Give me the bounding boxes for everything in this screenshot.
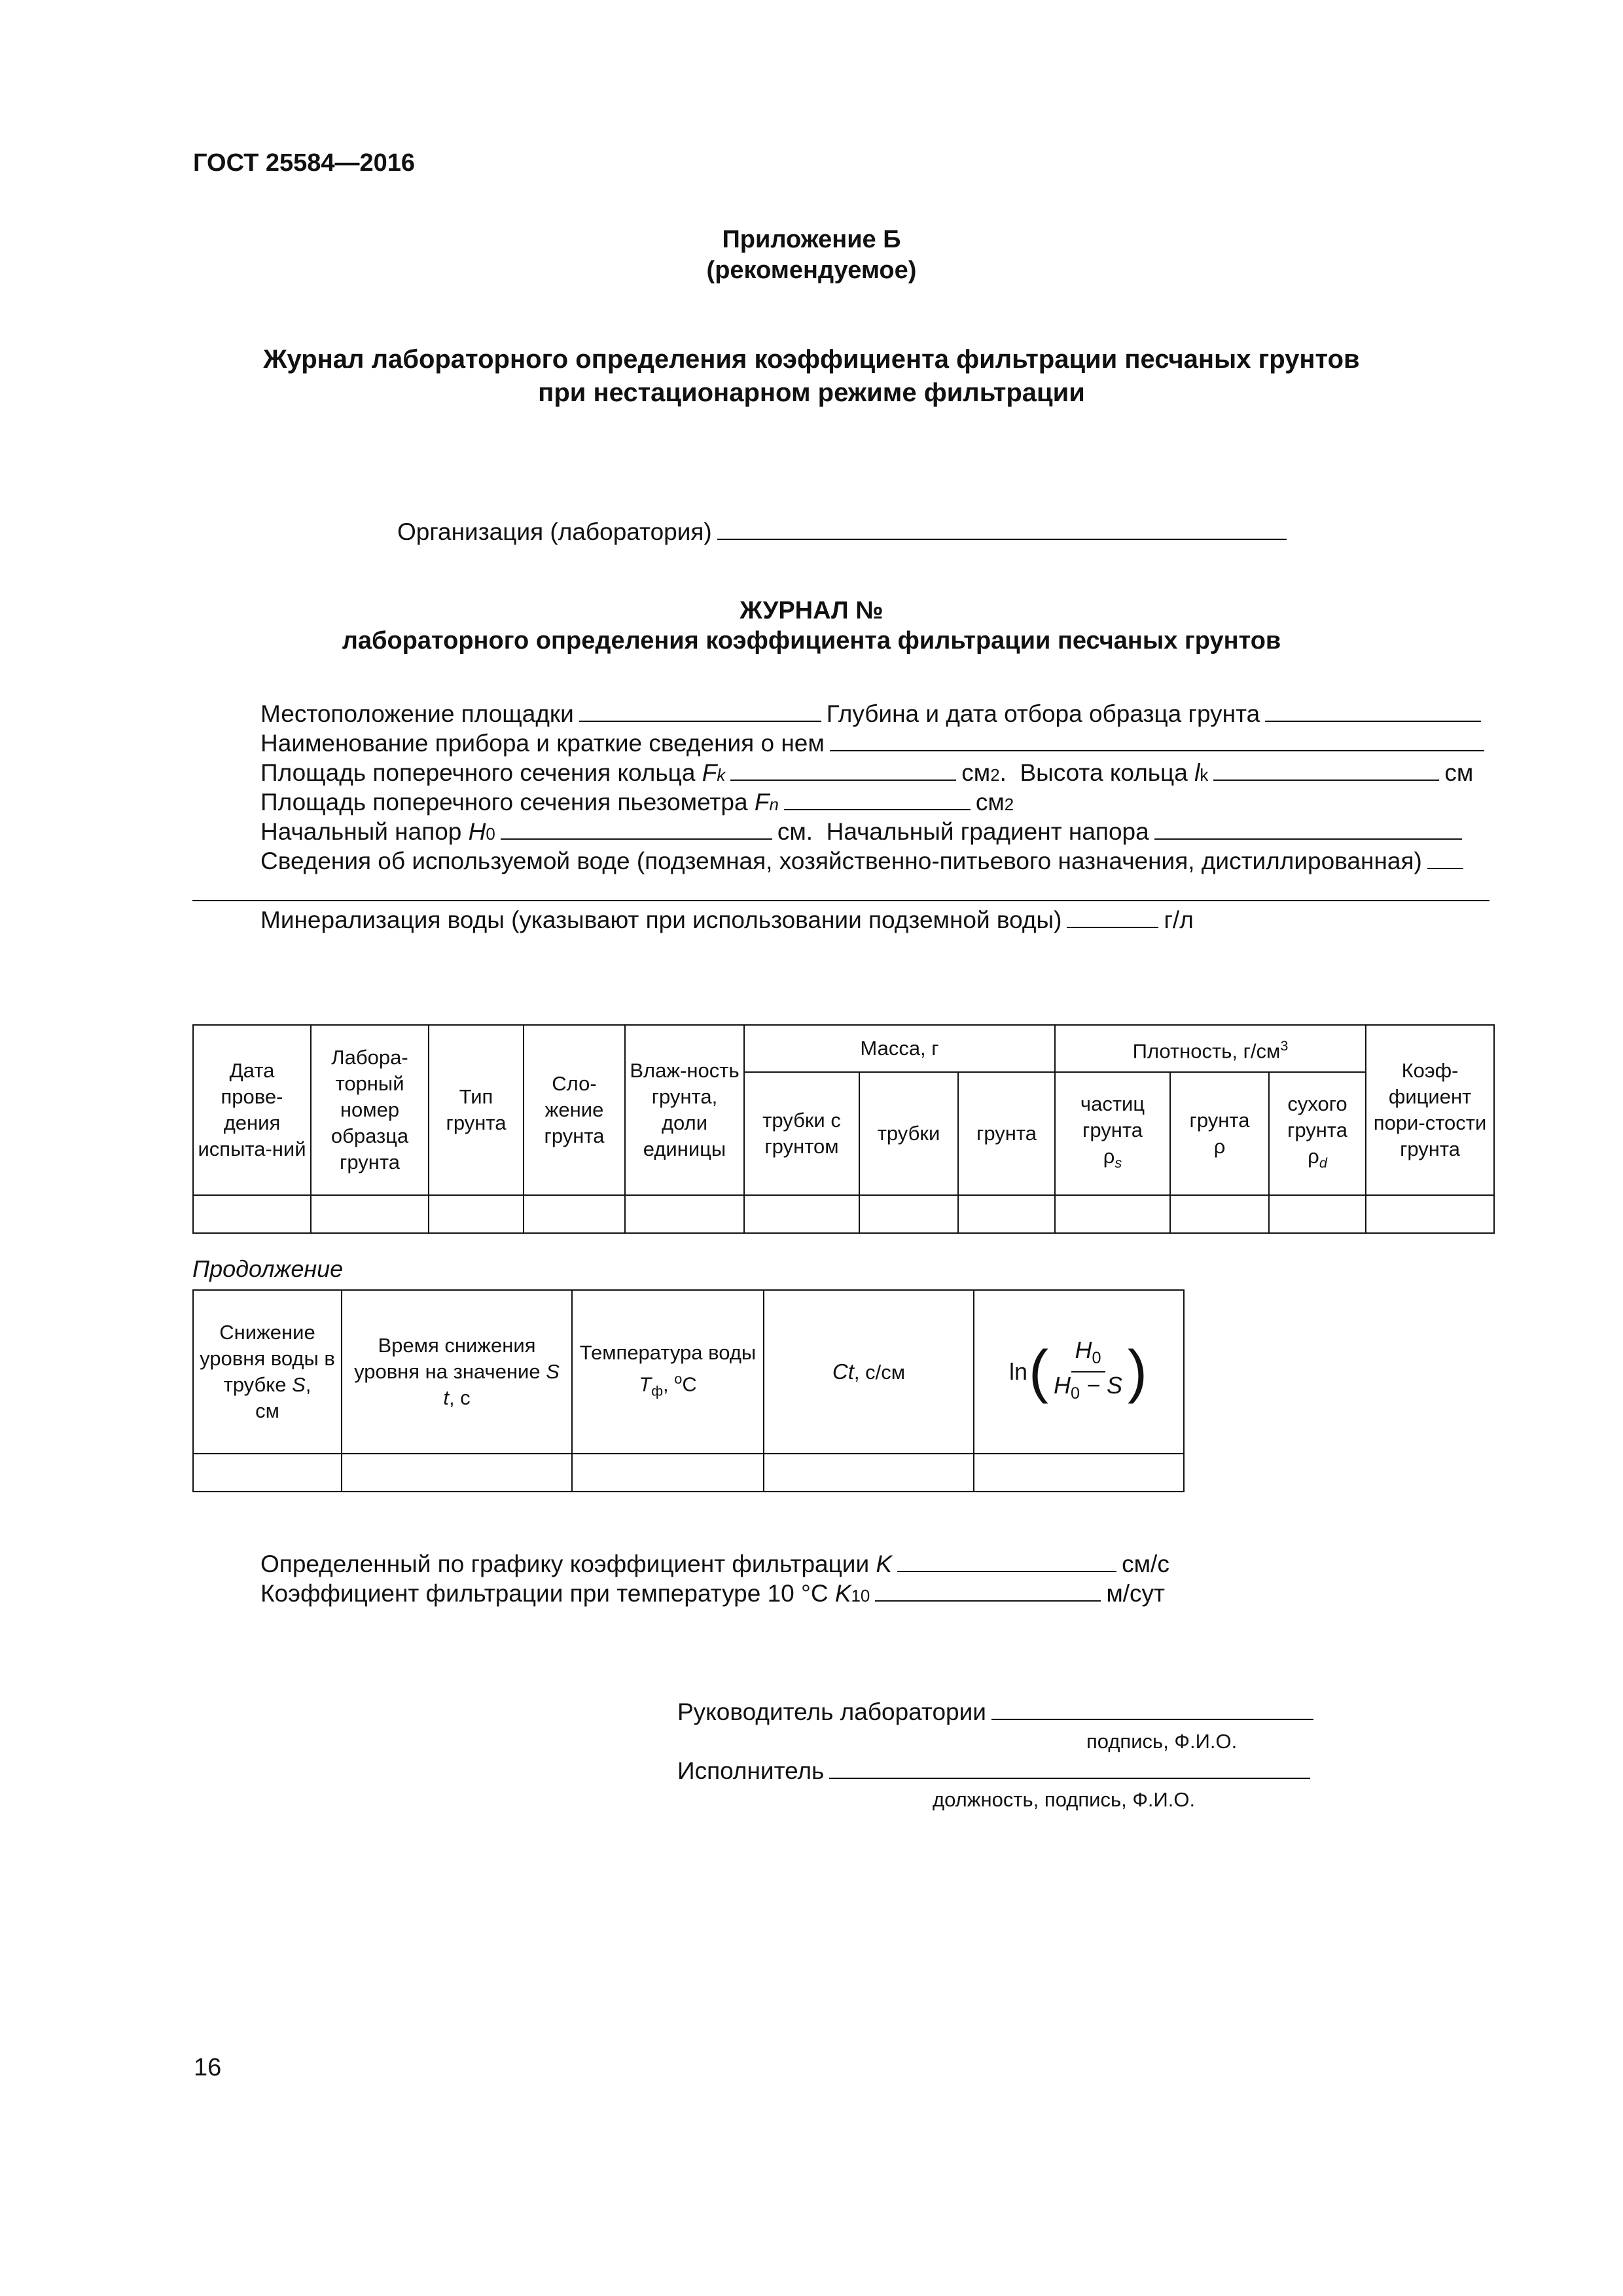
ring-height-sub: k xyxy=(1200,766,1209,785)
location-field[interactable] xyxy=(579,701,821,722)
journal-title: ЖУРНАЛ № xyxy=(740,597,883,624)
initial-gradient-field[interactable] xyxy=(1154,819,1462,840)
header-density-group: Плотность, $г/см^3$ xyxy=(1055,1025,1366,1072)
table-row xyxy=(193,1195,1494,1233)
header-level-drop: Снижение уровня воды в трубке S, см xyxy=(193,1290,342,1454)
header-temperature: Температура воды $T_ф$, $^o$C xyxy=(572,1290,764,1454)
k-unit: см/с xyxy=(1122,1551,1169,1577)
header-soil-type: Тип грунта xyxy=(429,1025,524,1195)
header-density-particles: частиц грунта $\rho_s$ xyxy=(1055,1072,1170,1195)
executor-signature-field[interactable] xyxy=(829,1758,1310,1779)
head-signature-row xyxy=(677,1697,1319,1727)
k10-field[interactable] xyxy=(875,1581,1101,1602)
ring-area-symbol: F xyxy=(702,759,717,786)
k10-row xyxy=(260,1579,1165,1611)
header-composition: Сло-жение грунта xyxy=(524,1025,625,1195)
mineralization-unit: г/л xyxy=(1164,906,1194,933)
journal-subtitle: лабораторного определения коэффициента фильтрации песчаных грунтов xyxy=(342,627,1281,655)
device-row xyxy=(260,728,1489,758)
water-info-continuation-line[interactable] xyxy=(192,900,1489,901)
initial-head-row xyxy=(260,817,1467,850)
header-mass-tube-soil: трубки с грунтом xyxy=(744,1072,859,1195)
ring-height-symbol: l xyxy=(1194,759,1200,786)
header-mass-tube: трубки xyxy=(859,1072,958,1195)
table-cell[interactable] xyxy=(744,1195,859,1233)
piezometer-sub: n xyxy=(769,796,779,814)
header-porosity: Коэф-фициент пори-стости грунта xyxy=(1366,1025,1494,1195)
header-date: Дата прове-дения испыта-ний xyxy=(193,1025,311,1195)
k10-symbol: K xyxy=(834,1580,851,1607)
table-cell[interactable] xyxy=(1055,1195,1170,1233)
header-ct: Ct, с/см xyxy=(764,1290,974,1454)
head-signature-field[interactable] xyxy=(991,1699,1313,1720)
k-row xyxy=(260,1549,1169,1579)
location-label: Местоположение площадки xyxy=(260,700,574,727)
piezometer-field[interactable] xyxy=(784,789,971,810)
ring-row: Площадь поперечного сечения кольца F k см 2 . Высота кольца l k см xyxy=(260,758,1473,791)
head-caption: подпись, Ф.И.О. xyxy=(1086,1730,1238,1753)
table-cell[interactable] xyxy=(524,1195,625,1233)
table-cell[interactable] xyxy=(958,1195,1055,1233)
table-cell[interactable] xyxy=(1170,1195,1269,1233)
mineralization-row xyxy=(260,905,1194,935)
k10-unit: м/сут xyxy=(1106,1580,1166,1607)
k-label: Определенный по графику коэффициент фильтрации xyxy=(260,1551,870,1577)
continuation-label: Продолжение xyxy=(192,1255,344,1282)
ring-height-label: Высота кольца xyxy=(1020,759,1188,786)
executor-label: Исполнитель xyxy=(677,1757,825,1784)
piezometer-unit: см xyxy=(975,789,1005,816)
mineralization-field[interactable] xyxy=(1067,907,1158,928)
ring-area-field[interactable] xyxy=(730,760,956,781)
device-label: Наименование прибора и краткие сведения о нем xyxy=(260,730,825,757)
table-cell[interactable] xyxy=(311,1195,429,1233)
water-info-label: Сведения об используемой воде (подземная, хозяйственно-питьевого назначения, дистиллированная) xyxy=(260,848,1422,874)
initial-head-field[interactable] xyxy=(501,819,772,840)
ring-area-sub: k xyxy=(717,766,726,785)
depth-date-label: Глубина и дата отбора образца грунта xyxy=(826,700,1260,727)
header-density-soil: грунта ρ xyxy=(1170,1072,1269,1195)
piezometer-unit-sup: 2 xyxy=(1004,796,1014,814)
ring-height-unit: см xyxy=(1444,759,1474,786)
header-lab-number: Лабора-торный номер образца грунта xyxy=(311,1025,429,1195)
standard-number: ГОСТ 25584—2016 xyxy=(193,149,416,177)
device-field[interactable] xyxy=(830,730,1484,751)
table-cell[interactable] xyxy=(625,1195,744,1233)
table-cell[interactable] xyxy=(193,1454,342,1492)
journal-table xyxy=(192,1024,1495,1234)
ring-area-unit-sup: 2 xyxy=(990,766,1000,785)
header-mass-group: Масса, г xyxy=(744,1025,1055,1072)
appendix-title: Приложение Б xyxy=(722,226,901,253)
table-cell[interactable] xyxy=(342,1454,572,1492)
organization-label: Организация (лаборатория) xyxy=(397,518,712,545)
table-cell[interactable] xyxy=(859,1195,958,1233)
organization-field[interactable] xyxy=(717,519,1287,540)
k-symbol: K xyxy=(876,1551,893,1577)
mineralization-label: Минерализация воды (указывают при использовании подземной воды) xyxy=(260,906,1062,933)
piezometer-label: Площадь поперечного сечения пьезометра xyxy=(260,789,748,816)
k10-label: Коэффициент фильтрации при температуре 10 °С xyxy=(260,1580,829,1607)
ring-height-field[interactable] xyxy=(1213,760,1439,781)
header-moisture: Влаж-ность грунта, доли единицы xyxy=(625,1025,744,1195)
table-row xyxy=(193,1454,1184,1492)
doc-title-line1: Журнал лабораторного определения коэффициента фильтрации песчаных грунтов xyxy=(263,345,1360,374)
header-density-dry: сухого грунта $\rho_d$ xyxy=(1269,1072,1366,1195)
ring-area-unit: см xyxy=(961,759,991,786)
organization-row xyxy=(397,517,1292,547)
location-row xyxy=(260,699,1486,728)
piezometer-symbol: F xyxy=(754,789,770,816)
water-info-field[interactable] xyxy=(1427,848,1463,869)
continuation-table xyxy=(192,1289,1185,1492)
piezometer-row xyxy=(260,787,1014,820)
appendix-note: (рекомендуемое) xyxy=(706,257,917,284)
table-cell[interactable] xyxy=(193,1195,311,1233)
page-number: 16 xyxy=(194,2054,222,2081)
table-cell[interactable] xyxy=(1269,1195,1366,1233)
ring-area-label: Площадь поперечного сечения кольца xyxy=(260,759,696,786)
executor-signature-row xyxy=(677,1756,1315,1785)
table-cell[interactable] xyxy=(1366,1195,1494,1233)
initial-head-label: Начальный напор xyxy=(260,818,462,845)
initial-head-unit: см. xyxy=(777,818,813,845)
table-cell[interactable] xyxy=(429,1195,524,1233)
table-cell[interactable] xyxy=(974,1454,1184,1492)
water-info-row xyxy=(260,846,1469,876)
table-cell[interactable] xyxy=(572,1454,764,1492)
header-mass-soil: грунта xyxy=(958,1072,1055,1195)
head-label: Руководитель лаборатории xyxy=(677,1698,986,1725)
k10-sub: 10 xyxy=(851,1587,870,1605)
k-field[interactable] xyxy=(897,1551,1116,1572)
initial-gradient-label: Начальный градиент напора xyxy=(826,818,1149,845)
header-time-drop: Время снижения уровня на значение S t, с xyxy=(342,1290,572,1454)
initial-head-symbol: H xyxy=(468,818,486,845)
initial-head-sub: 0 xyxy=(486,825,495,844)
table-cell[interactable] xyxy=(764,1454,974,1492)
executor-caption: должность, подпись, Ф.И.О. xyxy=(933,1788,1196,1811)
doc-title-line2: при нестационарном режиме фильтрации xyxy=(538,378,1085,407)
header-ln-formula: ln ( $H_0$ $H_0 - S$ ) xyxy=(974,1290,1184,1454)
depth-date-field[interactable] xyxy=(1265,701,1481,722)
